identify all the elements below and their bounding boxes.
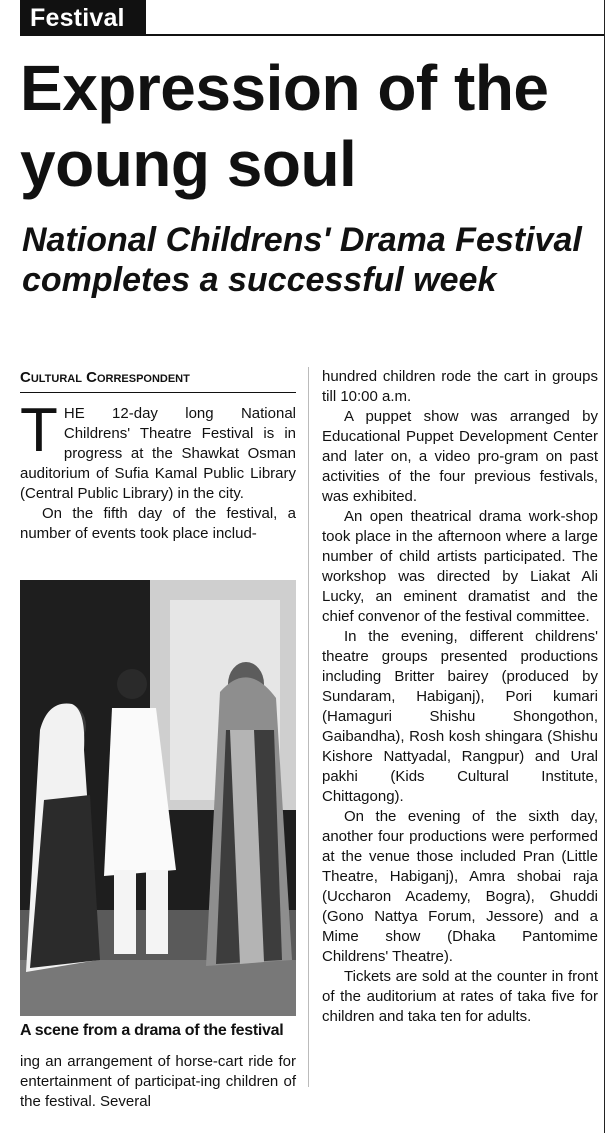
photo-caption: A scene from a drama of the festival — [20, 1022, 284, 1039]
paragraph: In the evening, different childrens' theatre groups presented productions including Britter bairey (produced by Sundaram, Habiganj), Pori kumari (Hamaguri Shishu Shongothon, Gaibandha), Rosh kosh shingara (Shishu Kishore Nattyadal, Rangpur) and Ural pakhi (Kids Cultural Institute, Chittagong). — [322, 628, 598, 805]
column-divider — [308, 367, 309, 1087]
subheadline: National Childrens' Drama Festival completes a successful week — [22, 221, 582, 299]
paragraph — [20, 396, 296, 504]
byline-text: Cultural Correspondent — [20, 369, 190, 386]
paragraph: On the evening of the sixth day, another four productions were performed at the venue those included Pran (Little Theatre, Habiganj), Amra shobai raja (Uccharon Academy, Bogra), Ghuddi (Gono Nattya Forum, Jessore) and a Mime show (Dhaka Pantomime Childrens' Theatre). — [322, 808, 598, 965]
stage-scene-image — [20, 580, 296, 1016]
section-tag: Festival — [20, 0, 146, 36]
drop-cap: T — [20, 396, 58, 465]
article-column-left-continued — [20, 1052, 296, 1112]
paragraph: hundred children rode the cart in groups till 10:00 a.m. — [322, 368, 598, 405]
byline — [20, 367, 296, 389]
article-photo — [20, 580, 296, 1016]
article-column-left — [20, 396, 296, 544]
byline-rule — [20, 392, 296, 393]
paragraph: On the fifth day of the festival, a number of events took place includ- — [20, 505, 296, 542]
paragraph-text: HE 12-day long National Childrens' Theatre Festival is in progress at the Shawkat Osman auditorium of Sufia Kamal Public Library (Central Public Library) in the city. — [20, 405, 296, 502]
page-edge-rule — [604, 0, 605, 1133]
header-rule — [20, 34, 604, 36]
paragraph: Tickets are sold at the counter in front of the auditorium at rates of taka five for children and taka ten for adults. — [322, 968, 598, 1025]
paragraph: A puppet show was arranged by Educational Puppet Development Center and later on, a video pro-gram on past activities of the four previous festivals, was exhibited. — [322, 408, 598, 505]
paragraph: An open theatrical drama work-shop took place in the afternoon where a large number of child artists participated. The workshop was directed by Liakat Ali Lucky, an eminent dramatist and the chief convenor of the festival committee. — [322, 508, 598, 625]
article-column-right — [322, 367, 598, 1027]
paragraph: ing an arrangement of horse-cart ride for entertainment of participat-ing children of the festival. Several — [20, 1053, 296, 1110]
headline: Expression of the young soul — [20, 52, 549, 200]
